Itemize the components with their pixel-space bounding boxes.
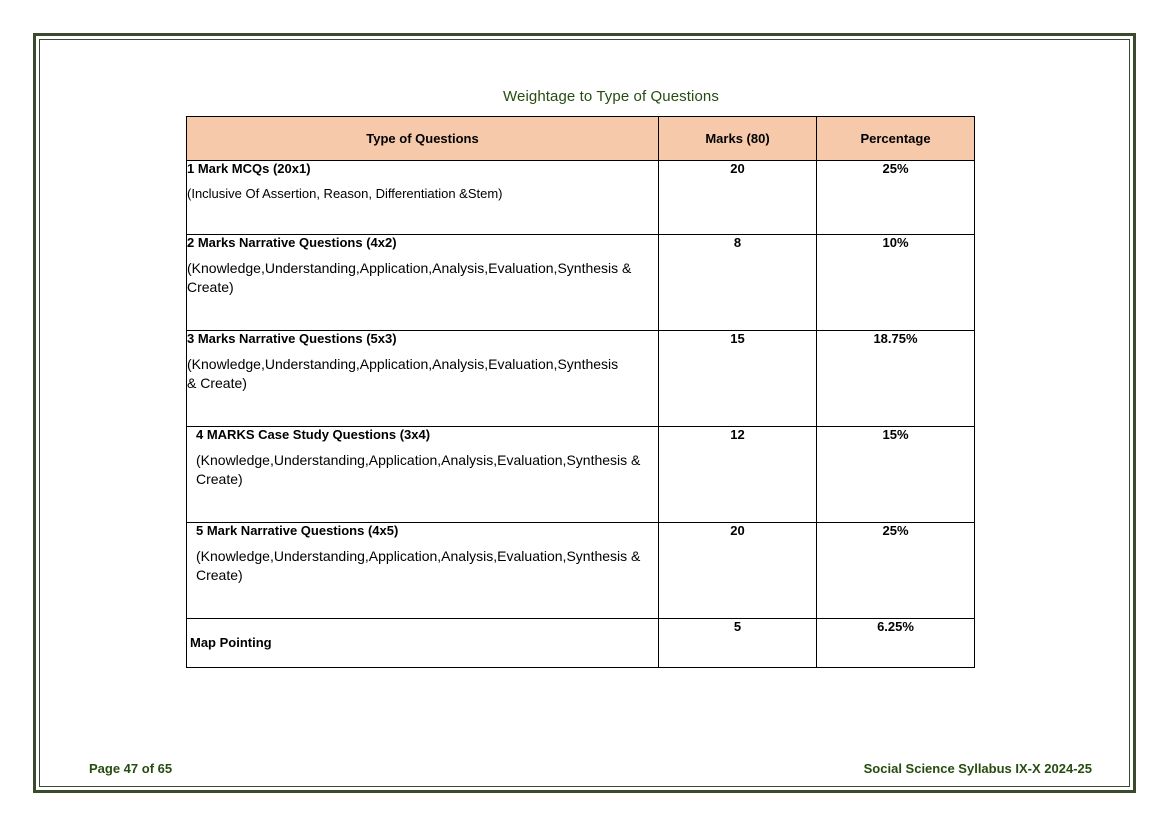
table-row — [187, 161, 975, 235]
question-type-detail: (Knowledge,Understanding,Application,Analysis,Evaluation,Synthesis & Create) — [196, 452, 641, 487]
marks-value: 20 — [659, 523, 817, 619]
document-footer-title: Social Science Syllabus IX-X 2024-25 — [863, 761, 1092, 776]
table-row — [187, 331, 975, 427]
marks-value: 20 — [659, 161, 817, 235]
percentage-value: 25% — [817, 161, 975, 235]
question-type-title: 4 MARKS Case Study Questions (3x4) — [196, 427, 431, 442]
type-cell — [187, 619, 659, 668]
question-type-detail: (Inclusive Of Assertion, Reason, Differentiation &Stem) — [187, 186, 503, 201]
table-row — [187, 523, 975, 619]
question-type-detail: (Knowledge,Understanding,Application,Analysis,Evaluation,Synthesis & Create) — [187, 356, 619, 391]
page-title: Weightage to Type of Questions — [503, 88, 719, 105]
type-cell — [187, 427, 659, 523]
table-row — [187, 427, 975, 523]
question-type-title: 5 Mark Narrative Questions (4x5) — [196, 523, 399, 538]
header-marks: Marks (80) — [659, 117, 817, 161]
percentage-value: 15% — [817, 427, 975, 523]
table-row — [187, 619, 975, 668]
percentage-value: 6.25% — [817, 619, 975, 668]
header-percentage: Percentage — [817, 117, 975, 161]
marks-value: 12 — [659, 427, 817, 523]
question-type-title: 3 Marks Narrative Questions (5x3) — [187, 331, 397, 346]
percentage-value: 10% — [817, 235, 975, 331]
header-type-of-questions: Type of Questions — [187, 117, 659, 161]
marks-value: 8 — [659, 235, 817, 331]
question-type-title: 2 Marks Narrative Questions (4x2) — [187, 235, 397, 250]
table-row — [187, 235, 975, 331]
type-cell — [187, 523, 659, 619]
question-type-detail: (Knowledge,Understanding,Application,Analysis,Evaluation,Synthesis & Create) — [187, 260, 632, 295]
type-cell — [187, 235, 659, 331]
marks-value: 15 — [659, 331, 817, 427]
question-type-title: Map Pointing — [190, 635, 272, 650]
weightage-table — [186, 116, 975, 668]
percentage-value: 18.75% — [817, 331, 975, 427]
marks-value: 5 — [659, 619, 817, 668]
type-cell — [187, 331, 659, 427]
question-type-title: 1 Mark MCQs (20x1) — [187, 161, 311, 176]
percentage-value: 25% — [817, 523, 975, 619]
table-header-row — [187, 117, 975, 161]
question-type-detail: (Knowledge,Understanding,Application,Analysis,Evaluation,Synthesis & Create) — [196, 548, 641, 583]
type-cell — [187, 161, 659, 235]
page-number: Page 47 of 65 — [89, 761, 173, 776]
